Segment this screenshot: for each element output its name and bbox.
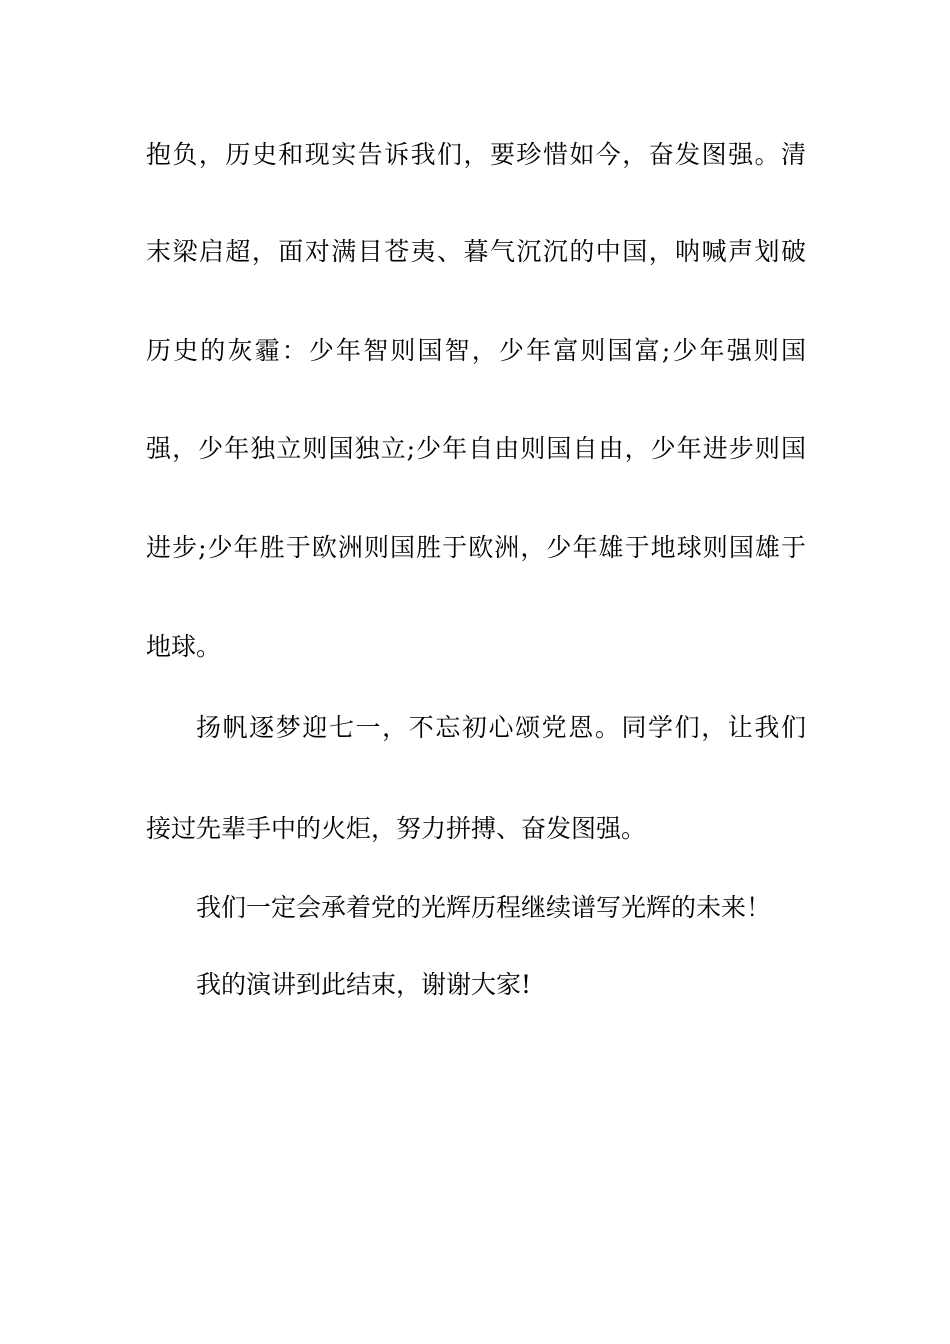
paragraph-line-4: 强，少年独立则国独立;少年自由则国自由，少年进步则国 [146,434,806,463]
paragraph-line-8: 接过先辈手中的火炬，努力拼搏、奋发图强。 [146,814,647,843]
paragraph-line-10: 我的演讲到此结束，谢谢大家! [196,970,532,999]
paragraph-line-1: 抱负，历史和现实告诉我们，要珍惜如今，奋发图强。清 [146,140,806,169]
paragraph-line-9: 我们一定会承着党的光辉历程继续谱写光辉的未来！ [196,893,772,922]
paragraph-line-3: 历史的灰霾：少年智则国智，少年富则国富;少年强则国 [146,336,806,365]
paragraph-line-7: 扬帆逐梦迎七一，不忘初心颂党恩。同学们，让我们 [196,713,806,742]
paragraph-line-2: 末梁启超，面对满目苍夷、暮气沉沉的中国，呐喊声划破 [146,237,806,266]
paragraph-line-5: 进步;少年胜于欧洲则国胜于欧洲，少年雄于地球则国雄于 [146,533,806,562]
paragraph-line-6: 地球。 [146,632,222,661]
